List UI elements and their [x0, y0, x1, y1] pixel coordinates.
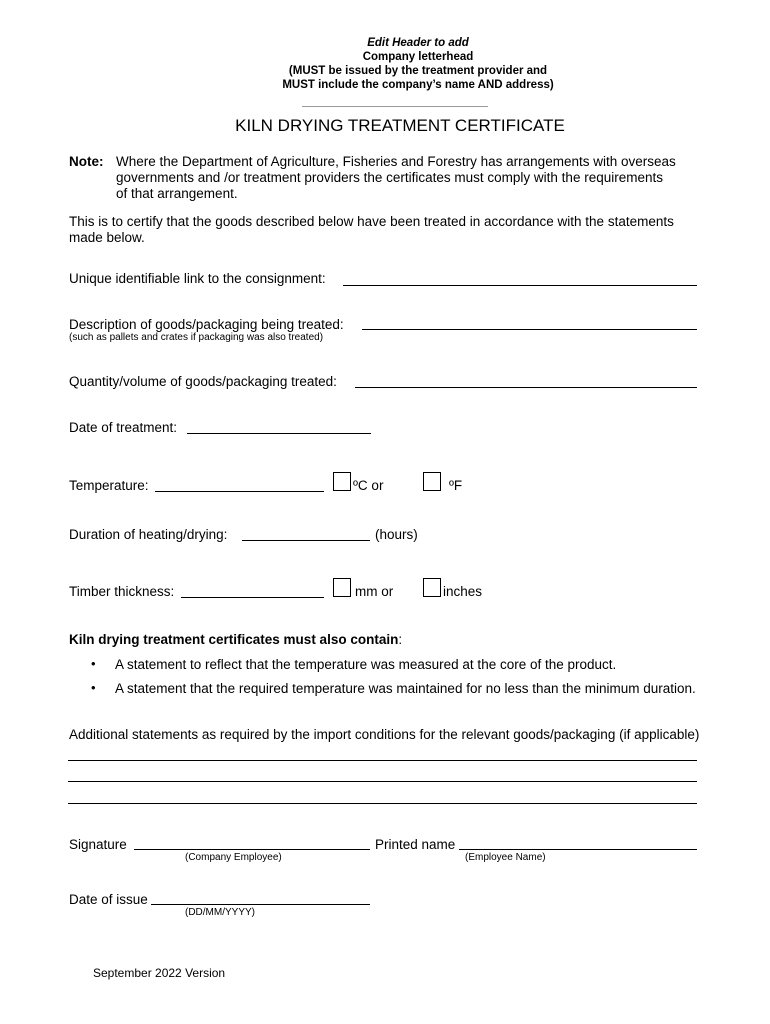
printed-name-label: Printed name — [375, 837, 456, 852]
signature-label: Signature — [69, 837, 127, 852]
note-label: Note: — [69, 154, 104, 169]
must-contain-colon: : — [398, 632, 403, 647]
duration-unit: (hours) — [375, 527, 418, 542]
signature-hint: (Company Employee) — [185, 852, 282, 863]
issue-date-hint: (DD/MM/YYYY) — [185, 907, 255, 918]
note-line-2: governments and /or treatment providers the certificates must comply with the requirements — [116, 170, 663, 185]
description-hint: (such as pallets and crates if packaging was also treated) — [69, 332, 324, 343]
mm-checkbox[interactable] — [333, 578, 351, 597]
fahrenheit-checkbox[interactable] — [423, 472, 441, 491]
inches-label: inches — [443, 584, 483, 599]
fahrenheit-label: ºF — [449, 478, 463, 493]
footer-version: September 2022 Version — [93, 966, 226, 980]
note-line-3: of that arrangement. — [116, 186, 238, 201]
mm-label: mm or — [355, 584, 394, 599]
must-contain-heading — [69, 632, 402, 647]
duration-field[interactable] — [242, 540, 370, 541]
must-contain-heading-text: Kiln drying treatment certificates must also contain — [69, 632, 399, 647]
must-contain-item-2: A statement that the required temperature was maintained for no less than the minimum duration. — [115, 681, 696, 696]
printed-name-field[interactable] — [459, 849, 697, 850]
must-contain-item-1: A statement to reflect that the temperature was measured at the core of the product. — [115, 657, 617, 672]
header-divider — [302, 106, 488, 107]
thickness-field[interactable] — [181, 597, 324, 598]
celsius-checkbox[interactable] — [333, 472, 351, 491]
celsius-label: ºC or — [353, 478, 384, 493]
description-label: Description of goods/packaging being treated: — [69, 317, 344, 332]
consignment-field[interactable] — [343, 285, 697, 286]
treatment-date-field[interactable] — [187, 433, 371, 434]
issue-date-label: Date of issue — [69, 892, 148, 907]
additional-line-2[interactable] — [68, 781, 697, 782]
page-title: KILN DRYING TREATMENT CERTIFICATE — [235, 116, 565, 135]
header-line-1: Edit Header to add — [367, 37, 469, 49]
temperature-field[interactable] — [155, 491, 324, 492]
thickness-label: Timber thickness: — [69, 584, 175, 599]
treatment-date-label: Date of treatment: — [69, 420, 178, 435]
description-field[interactable] — [362, 329, 697, 330]
header-line-2: Company letterhead — [362, 51, 474, 63]
header-line-3: (MUST be issued by the treatment provider and — [288, 65, 548, 77]
duration-label: Duration of heating/drying: — [69, 527, 228, 542]
note-line-1: Where the Department of Agriculture, Fisheries and Forestry has arrangements with overseas — [116, 154, 676, 169]
bullet-icon: • — [91, 656, 96, 671]
quantity-label: Quantity/volume of goods/packaging treated: — [69, 374, 337, 389]
additional-line-1[interactable] — [68, 760, 697, 761]
consignment-label: Unique identifiable link to the consignment: — [69, 271, 326, 286]
printed-name-hint: (Employee Name) — [465, 852, 546, 863]
bullet-icon: • — [91, 680, 96, 695]
certify-line-1: This is to certify that the goods described below have been treated in accordance with the statements — [69, 214, 674, 229]
certify-line-2: made below. — [69, 230, 145, 245]
issue-date-field[interactable] — [151, 904, 370, 905]
signature-field[interactable] — [134, 849, 370, 850]
temperature-label: Temperature: — [69, 478, 149, 493]
additional-statements-label: Additional statements as required by the import conditions for the relevant goods/packaging (if applicable) — [69, 727, 700, 742]
inches-checkbox[interactable] — [423, 578, 441, 597]
header-line-4: MUST include the company’s name AND address) — [282, 79, 554, 91]
additional-line-3[interactable] — [68, 803, 697, 804]
quantity-field[interactable] — [355, 387, 697, 388]
